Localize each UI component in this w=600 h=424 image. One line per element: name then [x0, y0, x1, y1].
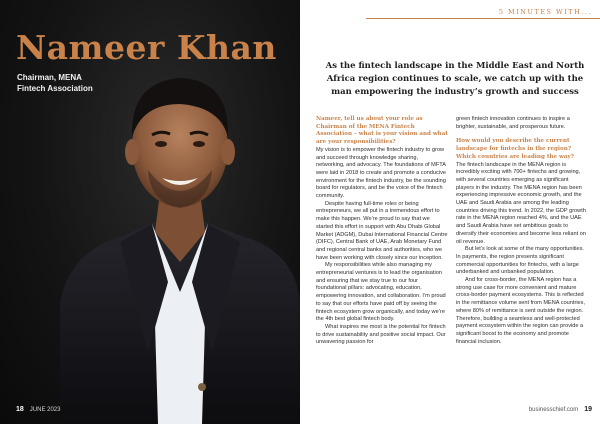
- question-2: How would you describe the current landscape for fintechs in the region? Which countries are leading the way?: [456, 138, 574, 160]
- answer-paragraph: What inspires me most is the potential for fintech to drive sustainability and positive social impact. Our unwavering passion for: [316, 323, 446, 346]
- right-page: [300, 0, 600, 424]
- profile-name-heading: Nameer Khan: [16, 28, 277, 67]
- article-standfirst: As the fintech landscape in the Middle East and North Africa region continues to scale, we catch up with the man empowering the industry’s growth and success: [325, 61, 585, 97]
- answer-paragraph: The fintech landscape in the MENA region is incredibly exciting with 700+ fintechs and growing, with several countries emerging as significant players in the industry. The MENA region has been experiencing impressive economic growth, and the UAE and Saudi Arabia are among the leading countries driving this trend. In 2022, the GDP growth rate in the MENA region reached 4%, and the UAE and Saudi Arabia have set ambitious goals to diversify their economies and become less reliant on oil revenue.: [456, 161, 586, 245]
- portrait-photo: [60, 52, 300, 424]
- answer-paragraph: green fintech innovation continues to inspire a brighter, sustainable, and prosperous future.: [456, 116, 570, 130]
- left-page-footer: [16, 406, 60, 413]
- answer-paragraph: Despite having full-time roles or being entrepreneurs, we all put in a tremendous effort to make this happen. We’re proud to say that we started this effort in support with Abu Dhabi Global Market (ADGM), Dubai International Financial Centre (DIFC), Central Bank of UAE, Arab Monetary Fund and regional central banks and authorities, who we have been working with closely since our inception.: [316, 200, 448, 261]
- profile-role: [17, 72, 117, 94]
- right-page-footer: [529, 406, 592, 413]
- issue-date: JUNE 2023: [29, 407, 61, 413]
- answer-paragraph: And for cross-border, the MENA region has a strong use case for more convenient and mature cross-border payment ecosystems. This is reflected in the remittance volume sent from MENA countries, where 80% of remittance is sent outside the region. Therefore, building a seamless and well-protected payment ecosystem within the region can provide a significant boost to the economy and promote financial inclusion.: [456, 277, 586, 345]
- role-line-1: Chairman, MENA: [17, 73, 82, 82]
- right-page-number: 19: [584, 406, 592, 413]
- article-column-left: [316, 116, 448, 347]
- answer-paragraph: My vision is to empower the fintech industry to grow and succeed through knowledge sharing, networking, and advocacy. The foundations of MFTA were laid in 2018 to create and promote a conducive environment for the fintech industry, be the sounding board for regulators, and be the voice of the fintech community.: [316, 146, 446, 200]
- question-1: Nameer, tell us about your role as Chairman of the MENA Fintech Association – what is your vision and what are your responsibilities?: [316, 116, 448, 146]
- answer-paragraph: But let’s look at some of the many opportunities. In payments, the region presents significant commercial opportunities for fintechs, with a large underbanked and unbanked population.: [456, 246, 584, 276]
- role-line-2: Fintech Association: [17, 84, 93, 93]
- section-label: 5 MINUTES WITH...: [498, 8, 592, 16]
- answer-paragraph: My responsibilities while also managing my entrepreneurial ventures is to lead the organisation and ensuring that we stay true to our four foundational pillars: advocating, education, empowering innovation, and collaboration. I’m proud to say that our efforts have paid off by seeing the fintech ecosystem grow organically, and today we’re the 4th best global fintech body.: [316, 262, 446, 323]
- article-column-right: [456, 116, 588, 346]
- section-rule: [366, 18, 600, 19]
- site-name: businesschief.com: [528, 407, 579, 413]
- left-page-number: 18: [16, 406, 24, 413]
